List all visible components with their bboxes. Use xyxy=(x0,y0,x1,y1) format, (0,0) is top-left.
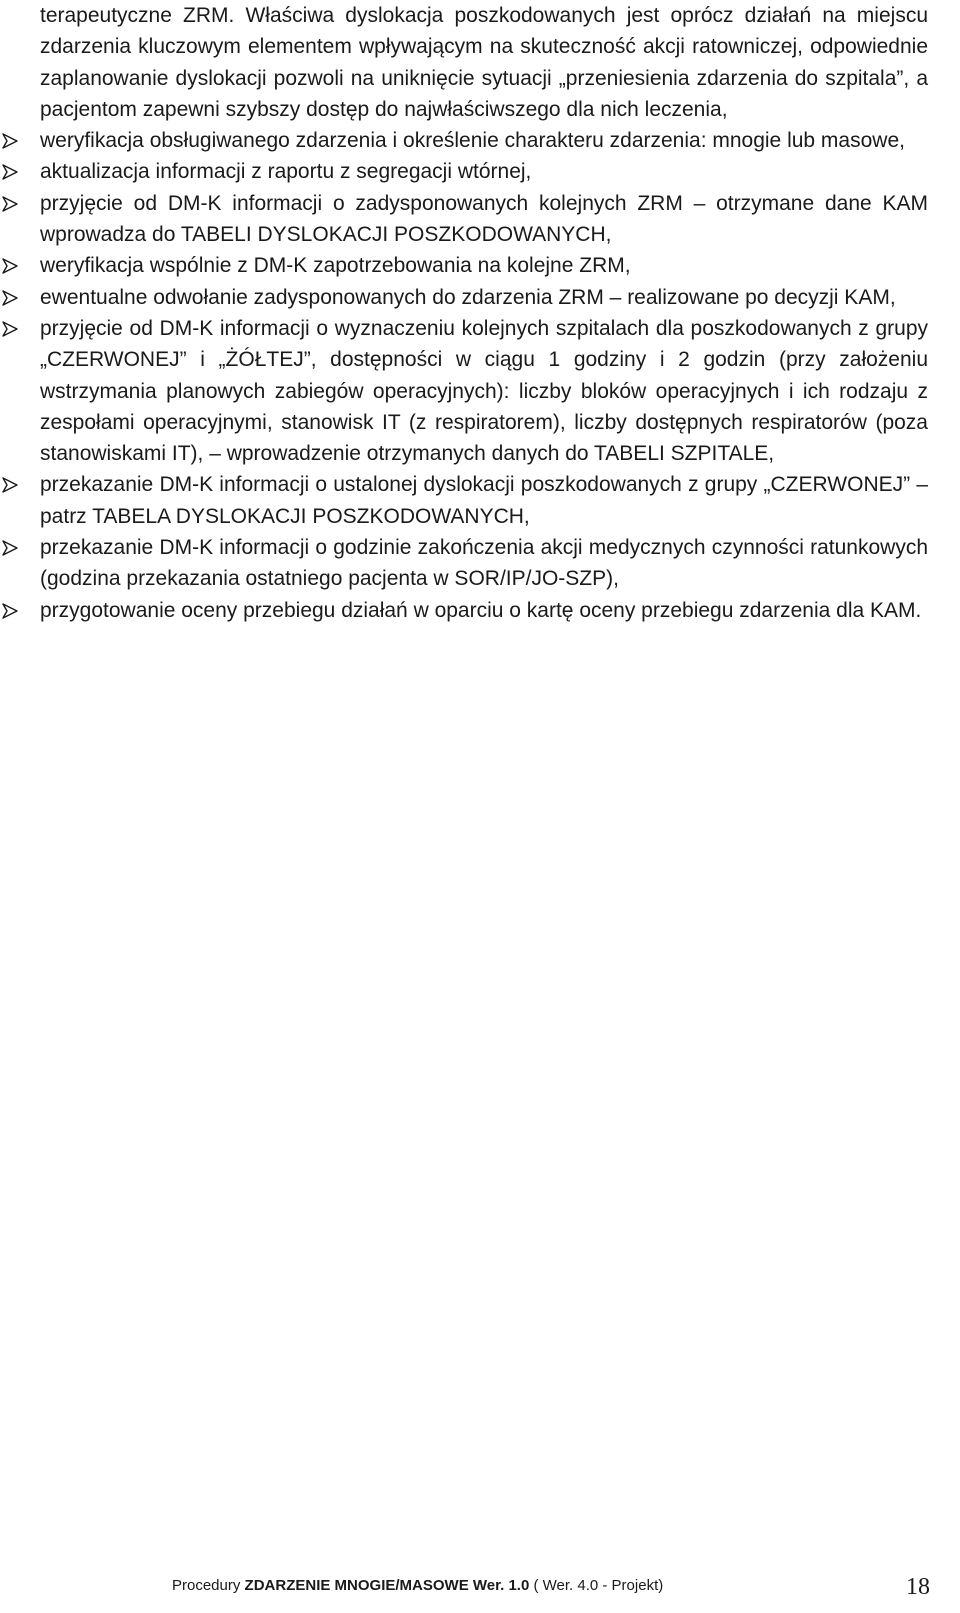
list-item xyxy=(40,125,928,156)
list-item xyxy=(40,250,928,281)
arrow-bullet-icon xyxy=(2,258,18,274)
list-item xyxy=(40,188,928,251)
list-item-text: przyjęcie od DM-K informacji o zadysponowanych kolejnych ZRM – otrzymane dane KAM wprowadza do TABELI DYSLOKACJI POSZKODOWANYCH, xyxy=(40,191,928,247)
arrow-bullet-icon xyxy=(2,133,18,149)
list-item xyxy=(40,595,928,626)
list-item-text: przygotowanie oceny przebiegu działań w oparciu o kartę oceny przebiegu zdarzenia dla KAM. xyxy=(40,598,922,622)
arrow-bullet-icon xyxy=(2,603,18,619)
list-item-text: weryfikacja obsługiwanego zdarzenia i określenie charakteru zdarzenia: mnogie lub masowe, xyxy=(40,129,905,153)
intro-paragraph: terapeutyczne ZRM. Właściwa dyslokacja poszkodowanych jest oprócz działań na miejscu zdarzenia kluczowym elementem wpływającym na skuteczność akcji ratowniczej, odpowiednie zaplanowanie dyslokacji pozwoli na uniknięcie sytuacji „przeniesienia zdarzenia do szpitala”, a pacjentom zapewni szybszy dostęp do najwłaściwszego dla nich leczenia, xyxy=(40,4,928,121)
footer-version: ( Wer. 4.0 - Projekt) xyxy=(529,1577,664,1594)
list-item-text: przekazanie DM-K informacji o ustalonej dyslokacji poszkodowanych z grupy „CZERWONEJ” – patrz TABELA DYSLOKACJI POSZKODOWANYCH, xyxy=(40,473,928,528)
document-body xyxy=(40,0,928,626)
arrow-bullet-icon xyxy=(2,164,18,180)
list-item-text: aktualizacja informacji z raportu z segregacji wtórnej, xyxy=(40,160,532,184)
footer-prefix: Procedury xyxy=(172,1577,245,1594)
arrow-bullet-icon xyxy=(2,477,18,493)
arrow-bullet-icon xyxy=(2,196,18,212)
list-item xyxy=(40,282,928,313)
footer-title: ZDARZENIE MNOGIE/MASOWE Wer. 1.0 xyxy=(244,1577,530,1594)
list-item xyxy=(40,156,928,187)
list-item-text: przyjęcie od DM-K informacji o wyznaczeniu kolejnych szpitalach dla poszkodowanych z grupy „CZERWONEJ” i „ŻÓŁTEJ”, dostępności w ciągu 1 godziny i 2 godzin (przy założeniu wstrzymania planowych zabiegów operacyjnych): liczby bloków operacyjnych i ich rodzaju z zespołami operacyjnymi, stanowisk IT (z respiratorem), liczby dostępnych respiratorów (poza stanowiskami IT), – wprowadzenie otrzymanych danych do TABELI SZPITALE, xyxy=(40,316,928,466)
list-item xyxy=(40,313,928,469)
page-footer xyxy=(172,1576,663,1596)
list-item xyxy=(40,532,928,595)
bullet-list xyxy=(40,125,928,626)
arrow-bullet-icon xyxy=(2,290,18,306)
list-item xyxy=(40,469,928,532)
list-item-text: weryfikacja wspólnie z DM-K zapotrzebowania na kolejne ZRM, xyxy=(40,254,631,278)
list-item-text: przekazanie DM-K informacji o godzinie zakończenia akcji medycznych czynności ratunkowych (godzina przekazania ostatniego pacjenta w SOR/IP/JO-SZP), xyxy=(40,536,928,591)
page-number: 18 xyxy=(906,1574,930,1600)
list-item-text: ewentualne odwołanie zadysponowanych do zdarzenia ZRM – realizowane po decyzji KAM, xyxy=(40,285,896,309)
arrow-bullet-icon xyxy=(2,321,18,337)
arrow-bullet-icon xyxy=(2,540,18,556)
